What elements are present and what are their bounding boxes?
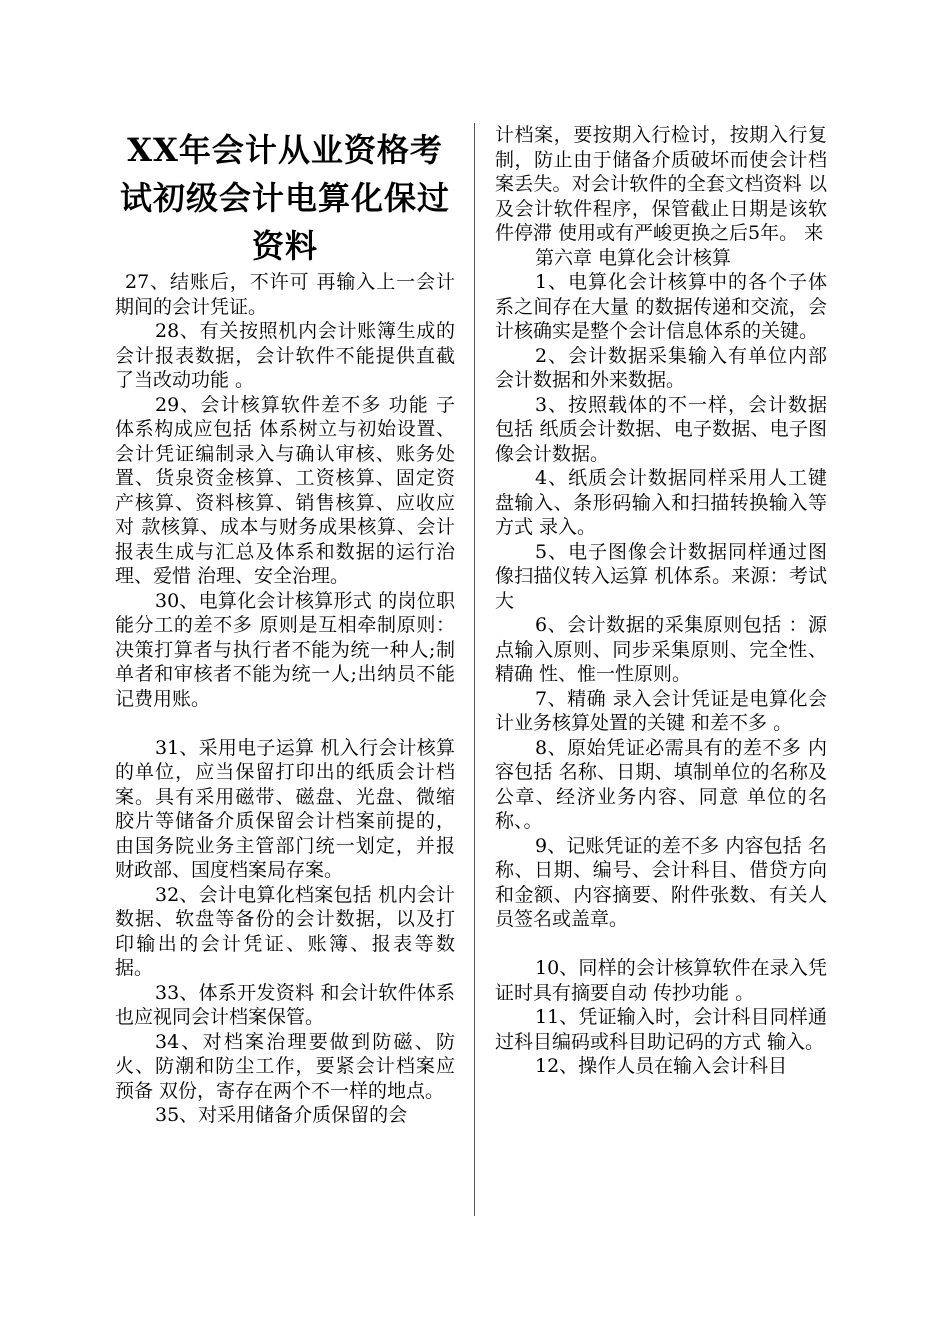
paragraph: 33、体系开发资料 和会计软件体系也应视同会计档案保管。 <box>115 981 455 1028</box>
left-column <box>115 126 455 1128</box>
paragraph: 5、电子图像会计数据同样通过图像扫描仪转入运算 机体系。来源：考试大 <box>495 540 827 612</box>
paragraph: 30、电算化会计核算形式 的岗位职能分工的差不多 原则是互相牵制原则：决策打算者与执行者不能为统一种人;制单者和审核者不能为统一人;出纳员不能记费用账。 <box>115 589 455 710</box>
column-divider <box>474 123 475 1216</box>
paragraph: 11、凭证输入时，会计科目同样通过科目编码或科目助记码的方式 输入。 <box>495 1006 827 1053</box>
paragraph: 4、纸质会计数据同样采用人工键盘输入、条形码输入和扫描转换输入等方式 录入。 <box>495 467 827 538</box>
paragraph: 计档案，要按期入行检讨，按期入行复制，防止由于储备介质破坏而使会计档案丢失。对会计软件的全套文档资料 以及会计软件程序，保管截止日期是该软件停滞 使用或有严峻更换之后5年。 来 <box>495 124 827 244</box>
paragraph: 27、结账后，不许可 再输入上一会计期间的会计凭证。 <box>115 271 455 318</box>
blank-line <box>115 711 455 736</box>
paragraph: 28、有关按照机内会计账簿生成的会计报表数据，会计软件不能提供直截了当改动功能 。 <box>115 320 455 391</box>
paragraph: 10、同样的会计核算软件在录入凭证时具有摘要自动 传抄功能 。 <box>495 957 827 1004</box>
paragraph: 8、原始凭证必需具有的差不多 内容包括 名称、日期、填制单位的名称及公章、经济业务内容、同意 单位的名称、。 <box>495 736 827 832</box>
paragraph: 7、精确 录入会计凭证是电算化会计业务核算处置的关键 和差不多 。 <box>495 687 827 734</box>
paragraph: 34、对档案治理要做到防磁、防火、防潮和防尘工作，要紧会计档案应预备 双份，寄存在两个不一样的地点。 <box>115 1030 455 1102</box>
right-column <box>495 123 827 1079</box>
paragraph: 6、会计数据的采集原则包括 ：源点输入原则、同步采集原则、完全性、精确 性、惟一性原则。 <box>495 614 827 685</box>
paragraph: 35、对采用储备介质保留的会 <box>155 1104 408 1126</box>
paragraph: 31、采用电子运算 机入行会计核算的单位，应当保留打印出的纸质会计档案。具有采用磁带、磁盘、光盘、微缩胶片等储备介质保留会计档案前提的，由国务院业务主管部门统一划定，并报财政部、国度档案局存案。 <box>115 736 455 881</box>
paragraph: 1、电算化会计核算中的各个子体系之间存在大量 的数据传递和交流，会计核确实是整个会计信息体系的关键。 <box>495 271 827 342</box>
chapter-heading: 第六章 电算化会计核算 <box>535 246 732 269</box>
blank-line <box>495 932 827 957</box>
paragraph: 12、操作人员在输入会计科目 <box>535 1055 788 1077</box>
paragraph: 29、会计核算软件差不多 功能 子体系构成应包括 体系树立与初始设置、会计凭证编制录入与确认审核、账务处置、货泉资金核算、工资核算、固定资产核算、资料核算、销售核算、应收应对 款核算、成本与财务成果核算、会计报表生成与汇总及体系和数据的运行治理、爱惜 治理、安全治理。 <box>115 393 455 587</box>
paragraph: 32、会计电算化档案包括 机内会计数据、软盘等备份的会计数据，以及打印输出的会计凭证、账簿、报表等数据。 <box>115 883 455 979</box>
page-title: XX年会计从业资格考试初级会计电算化保过资料 <box>119 131 450 265</box>
paragraph: 3、按照载体的不一样，会计数据包括 纸质会计数据、电子数据、电子图像会计数据。 <box>495 393 827 465</box>
paragraph: 9、记账凭证的差不多 内容包括 名称、日期、编号、会计科目、借贷方向和金额、内容摘要、附件张数、有关人员签名或盖章。 <box>495 834 827 930</box>
paragraph: 2、会计数据采集输入有单位内部会计数据和外来数据。 <box>495 344 827 391</box>
